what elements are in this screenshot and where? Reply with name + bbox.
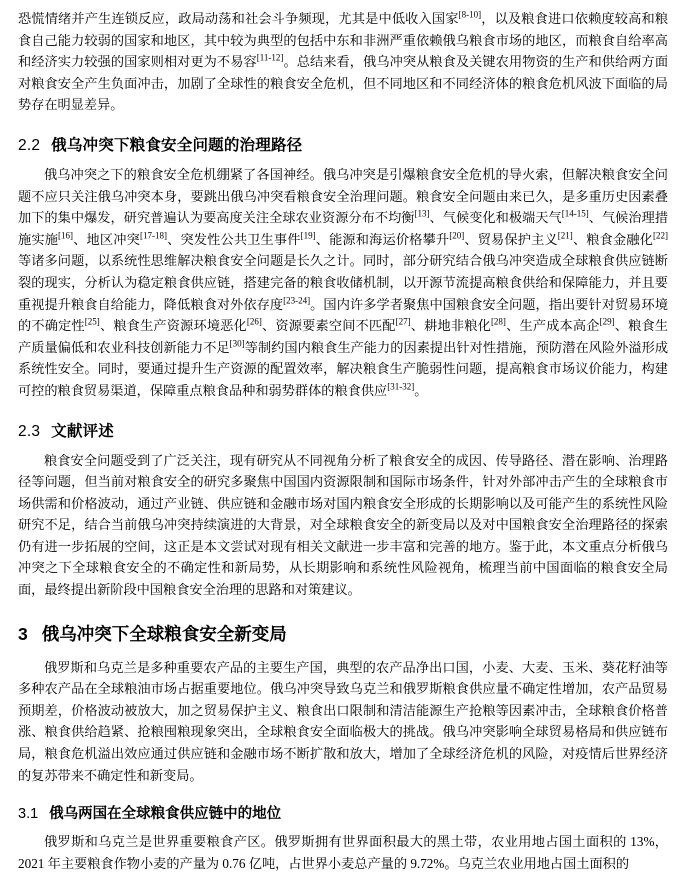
heading-title: 俄乌冲突下全球粮食安全新变局 — [41, 623, 287, 644]
paragraph-intro-continued — [18, 8, 668, 116]
citation-ref: [26] — [246, 316, 262, 327]
heading-number: 2.3 — [18, 422, 41, 440]
citation-ref: [22] — [653, 230, 669, 241]
heading-title: 俄乌两国在全球粮食供应链中的地位 — [49, 806, 282, 823]
citation-ref: [28] — [490, 316, 506, 327]
citation-ref: [19] — [300, 230, 316, 241]
citation-ref: [31-32] — [387, 381, 415, 392]
citation-ref: [27] — [395, 316, 411, 327]
citation-ref: [21] — [557, 230, 573, 241]
heading-number: 3.1 — [18, 806, 39, 823]
citation-ref: [30] — [229, 338, 245, 349]
heading-number: 3 — [18, 623, 28, 644]
citation-ref: [14-15] — [561, 208, 589, 219]
citation-ref: [25] — [84, 316, 100, 327]
heading-title: 俄乌冲突下粮食安全问题的治理路径 — [51, 136, 303, 154]
heading-number: 2.2 — [18, 136, 41, 154]
paragraph-section-2-3: 粮食安全问题受到了广泛关注，现有研究从不同视角分析了粮食安全的成因、传导路径、潜在影响、治理路径等问题，但当前对粮食安全的研究多聚焦中国国内资源限制和国际市场条件，针对外部冲击产生的全球粮食市场供需和价格波动，通过产业链、供应链和金融市场对国内粮食安全形成的长期影响以及可能产生的系统性风险研究不足，结合当前俄乌冲突持续演进的大背景，对全球粮食安全的新变局以及对中国粮食安全治理路径的探索仍有进一步拓展的空间，这正是本文尝试对现有相关文献进一步丰富和完善的地方。鉴于此，本文重点分析俄乌冲突之下全球粮食安全的不确定性和新局势，从长期影响和系统性风险视角，梳理当前中国面临的粮食安全局面，最终提出新阶段中国粮食安全治理的思路和对策建议。 — [18, 452, 668, 598]
heading-section-3-1 — [18, 802, 668, 823]
citation-ref: [29] — [599, 316, 615, 327]
heading-section-2-3 — [18, 419, 668, 441]
paragraph-text: 恐慌情绪并产生连锁反应，政局动荡和社会斗争频现，尤其是中低收入国家 — [18, 11, 459, 26]
citation-ref: [23-24] — [283, 295, 311, 306]
citation-ref: [17-18] — [139, 230, 167, 241]
citation-ref: [8-10] — [458, 9, 482, 20]
heading-section-2-2 — [18, 133, 668, 155]
paragraph-section-3: 俄罗斯和乌克兰是多种重要农产品的主要生产国，典型的农产品净出口国，小麦、大麦、玉米、葵花籽油等多种农产品在全球粮油市场占据重要地位。俄乌冲突导致乌克兰和俄罗斯粮食供应量不确定性增加，农产品贸易预期差，价格波动被放大，加之贸易保护主义、粮食出口限制和清洁能源生产抢粮等因素冲击，全球粮食价格普涨、粮食供给趋紧、抢粮囤粮现象突出，全球粮食安全面临极大的挑战。俄乌冲突影响全球贸易格局和供应链布局，粮食危机溢出效应通过供应链和金融市场不断扩散和放大，增加了全球经济危机的风险，对疫情后世界经济的复苏带来不确定性和新变局。 — [18, 659, 668, 783]
paragraph-text: ，以及粮食进口依赖度较高和粮食自己能力较弱的国家和地区，其中较为典型的包括中东和非洲严重依赖俄乌粮食市场的地区，而粮食自给率高和经济实力较强的国家则相对更为不易容 — [18, 11, 669, 70]
citation-ref: [20] — [449, 230, 465, 241]
paragraph-section-2-2: 俄乌冲突之下的粮食安全危机绷紧了各国神经。俄乌冲突是引爆粮食安全危机的导火索，但解决粮食安全问题不应只关注俄乌冲突本身，要跳出俄乌冲突看粮食安全治理问题。粮食安全问题由来已久，是多重历史因素叠加下的集中爆发，研究普遍认为要高度关注全球农业资源分布不均衡[13]、气候变化和极端天气[14-15]、气候治理措施实施[16]、地区冲突[17-18]、突发性公共卫生事件[19]、能源和海运价格攀升[20]、贸易保护主义[21]、粮食金融化[22]等诸多问题，以系统性思维解决粮食安全问题是长久之计。同时，部分研究结合俄乌冲突造成全球粮食供应链断裂的现实，分析认为稳定粮食供应链，搭建完备的粮食收储机制，以开源节流提高粮食供给和保障能力，并且要重视提升粮食自给能力，降低粮食对外依存度[23-24]。国内许多学者聚焦中国粮食安全问题，指出要针对贸易环境的不确定性[25]、粮食生产资源环境恶化[26]、资源要素空间不匹配[27]、耕地非粮化[28]、生产成本高企[29]、粮食生产质量偏低和农业科技创新能力不足[30]等制约国内粮食生产能力的因素提出针对性措施，预防潜在风险外溢形成系统性安全。同时，要通过提升生产资源的配置效率，解决粮食生产脆弱性问题，提高粮食市场议价能力，构建可控的粮食贸易渠道，保障重点粮食品种和弱势群体的粮食供应[31-32]。 — [18, 166, 669, 398]
citation-ref: [13] — [414, 208, 430, 219]
citation-ref: [16] — [58, 230, 74, 241]
paragraph-section-3-1: 俄罗斯和乌克兰是世界重要粮食产区。俄罗斯拥有世界面积最大的黑土带，农业用地占国土面积的 13%，2021 年主要粮食作物小麦的产量为 0.76 亿吨，占世界小麦总产量的 9.72%。乌克兰农业用地占国土面积的 — [18, 834, 668, 871]
heading-section-3 — [18, 621, 668, 646]
heading-title: 文献评述 — [51, 422, 114, 440]
citation-ref: [11-12] — [256, 52, 284, 63]
paragraph-text: 。总结来看，俄乌冲突从粮食及关键农用物资的生产和供给两方面对粮食安全产生负面冲击，加剧了全球性的粮食安全危机，但不同地区和不同经济体的粮食危机风波下面临的局势存在明显差异。 — [18, 54, 669, 113]
